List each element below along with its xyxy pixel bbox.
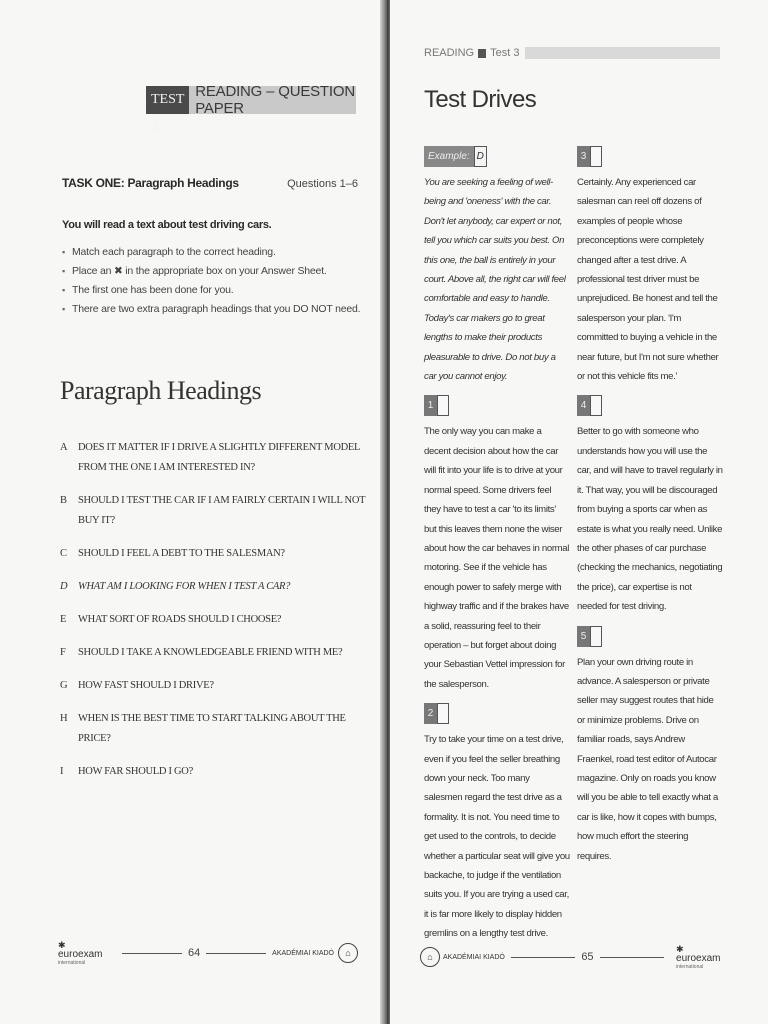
paragraph-label: [577, 626, 602, 647]
heading-letter: A: [60, 442, 68, 453]
publisher: [420, 947, 505, 967]
paragraph-number: 5: [577, 626, 590, 647]
answer-box: [437, 703, 449, 724]
footer-rule: [206, 953, 266, 954]
building-icon: ⌂: [420, 947, 440, 967]
heading-item: [60, 491, 370, 531]
paragraph-label: [577, 395, 602, 416]
heading-text: WHEN IS THE BEST TIME TO START TALKING ABOUT THE PRICE?: [78, 713, 346, 744]
task-questions: Questions 1–6: [287, 178, 358, 190]
paragraph-number: 4: [577, 395, 590, 416]
task-title: TASK ONE: Paragraph Headings: [62, 176, 239, 190]
page-number: 64: [187, 947, 201, 959]
test-banner: [146, 83, 356, 135]
publisher-name: AKADÉMIAI KIADÓ: [272, 949, 335, 957]
heading-text: DOES IT MATTER IF I DRIVE A SLIGHTLY DIFFERENT MODEL FROM THE ONE I AM INTERESTED IN?: [78, 442, 360, 473]
footer-rule: [600, 957, 664, 958]
answer-box: [590, 146, 602, 167]
task-header: [62, 176, 358, 190]
heading-text: SHOULD I TEST THE CAR IF I AM FAIRLY CERTAIN I WILL NOT BUY IT?: [78, 495, 366, 526]
heading-item: [60, 643, 370, 663]
logo-text: euroexam: [676, 952, 721, 964]
right-page: [390, 0, 768, 1024]
running-head-section: READING: [424, 47, 475, 59]
text-column-1: [424, 146, 570, 953]
footer-rule: [511, 957, 575, 958]
heading-text: SHOULD I TAKE A KNOWLEDGEABLE FRIEND WITH ME?: [78, 647, 343, 658]
instruction-item: ▪ Place an ✖ in the appropriate box on your Answer Sheet.: [62, 262, 362, 281]
paragraph-text: The only way you can make a decent decision about how the car will fit into your life is to drive at your normal speed. Some drivers feel they have to test a car 'to its limits' but this leaves them none the wiser about how the car behaves in normal motoring. See if the vehicle has enough power to safely merge with highway traffic and if the brakes have a solid, reassuring feel to their operation – but forget about doing your Sebastian Vettel impression for the salesperson.: [424, 426, 570, 690]
paragraph-label: [577, 146, 602, 167]
logo-subtext: international: [58, 959, 86, 966]
paragraph-number: 3: [577, 146, 590, 167]
heading-text: WHAT SORT OF ROADS SHOULD I CHOOSE?: [78, 614, 282, 625]
heading-text: HOW FAR SHOULD I GO?: [78, 766, 193, 777]
test-badge: TEST 3: [146, 86, 189, 114]
example-label: [424, 146, 487, 167]
heading-letter: G: [60, 680, 68, 691]
logo-subtext: international: [676, 963, 704, 970]
heading-text: HOW FAST SHOULD I DRIVE?: [78, 680, 214, 691]
banner-title: READING – QUESTION PAPER: [195, 83, 355, 117]
paragraph-label: [424, 395, 449, 416]
running-head-bar: [525, 47, 720, 59]
heading-text: SHOULD I FEEL A DEBT TO THE SALESMAN?: [78, 548, 285, 559]
heading-letter: H: [60, 713, 68, 724]
page-footer: [420, 940, 726, 974]
running-head: [424, 46, 720, 60]
heading-letter: B: [60, 495, 67, 506]
publisher: [272, 943, 358, 963]
instruction-item: ▪ Match each paragraph to the correct heading.: [62, 243, 362, 262]
task-intro: You will read a text about test driving cars.: [62, 219, 272, 231]
page-number: 65: [581, 951, 594, 963]
heading-item: [60, 610, 370, 630]
instruction-item: ▪ There are two extra paragraph headings that you DO NOT need.: [62, 300, 362, 319]
square-icon: [478, 49, 486, 58]
paragraph-text: Try to take your time on a test drive, even if you feel the seller breathing down your neck. Too many salesmen regard the test drive as a formality. It is not. You need time to get used to the controls, to decide whether a particular seat will give you backache, to judge if the ventilation suits you. If you are trying a used car, it is far more likely to display hidden gremlins on a lengthy test drive.: [424, 734, 570, 940]
text-column-2: [577, 146, 723, 875]
example-tag: Example:: [424, 146, 474, 167]
publisher-name: AKADÉMIAI KIADÓ: [443, 953, 505, 961]
article-title: Test Drives: [424, 86, 537, 113]
heading-letter: E: [60, 614, 67, 625]
heading-letter: C: [60, 548, 67, 559]
building-icon: ⌂: [338, 943, 358, 963]
paragraph-number: 1: [424, 395, 437, 416]
heading-item: [60, 762, 370, 782]
paragraph-text: Better to go with someone who understands how you will use the car, and will have to travel regularly in it. That way, you will be discouraged from buying a sports car when as estate is what you really need. Unlike the other phases of car purchase (checking the mechanics, negotiating the price), car expertise is not needed for test driving.: [577, 426, 723, 613]
logo-text: euroexam: [58, 948, 103, 960]
example-paragraph: You are seeking a feeling of well-being and 'oneness' with the car. Don't let anybody, car expert or not, tell you which car suits you best. On this one, the ball is entirely in your court. Above all, the right car will feel comfortable and easy to handle. Today's car makers go to great lengths to make their products pleasurable to drive. Do not buy a car you cannot enjoy.: [424, 177, 566, 383]
page-footer: [58, 936, 358, 970]
footer-rule: [122, 953, 182, 954]
heading-letter: F: [60, 647, 66, 658]
instruction-item: ▪ The first one has been done for you.: [62, 281, 362, 300]
paragraph-label: [424, 703, 449, 724]
heading-item: [60, 438, 370, 478]
heading-letter: I: [60, 766, 64, 777]
heading-list: [60, 438, 370, 795]
star-icon: ✱: [58, 939, 66, 950]
heading-item: [60, 676, 370, 696]
example-answer-box: D: [474, 146, 487, 167]
paragraph-text: Plan your own driving route in advance. A salesperson or private seller may suggest routes that hide or minimize problems. Drive on familiar roads, says Andrew Fraenkel, road test editor of Autocar magazine. Only on roads you know will you be able to tell exactly what a car is like, how it copes with bumps, how much effort the steering requires.: [577, 656, 718, 862]
heading-text: WHAT AM I LOOKING FOR WHEN I TEST A CAR?: [78, 581, 291, 592]
heading-letter: D: [60, 581, 68, 592]
instruction-list: [62, 243, 362, 319]
heading-item-example: [60, 577, 370, 597]
euroexam-logo: [58, 941, 116, 966]
section-title: Paragraph Headings: [60, 376, 262, 405]
answer-box: [590, 626, 602, 647]
star-icon: ✱: [676, 943, 684, 954]
heading-item: [60, 709, 370, 749]
heading-item: [60, 544, 370, 564]
paragraph-text: Certainly. Any experienced car salesman can reel off dozens of examples of people whose preconceptions were completely changed after a test drive. A professional test driver must be unprejudiced. Be honest and tell the salesperson your plan. 'I'm committed to buying a vehicle in the near future, but I'm not sure whether or not this vehicle fits me.': [577, 177, 719, 383]
answer-box: [590, 395, 602, 416]
paragraph-number: 2: [424, 703, 437, 724]
running-head-test: Test 3: [490, 47, 520, 59]
answer-box: [437, 395, 449, 416]
euroexam-logo: [676, 945, 726, 970]
